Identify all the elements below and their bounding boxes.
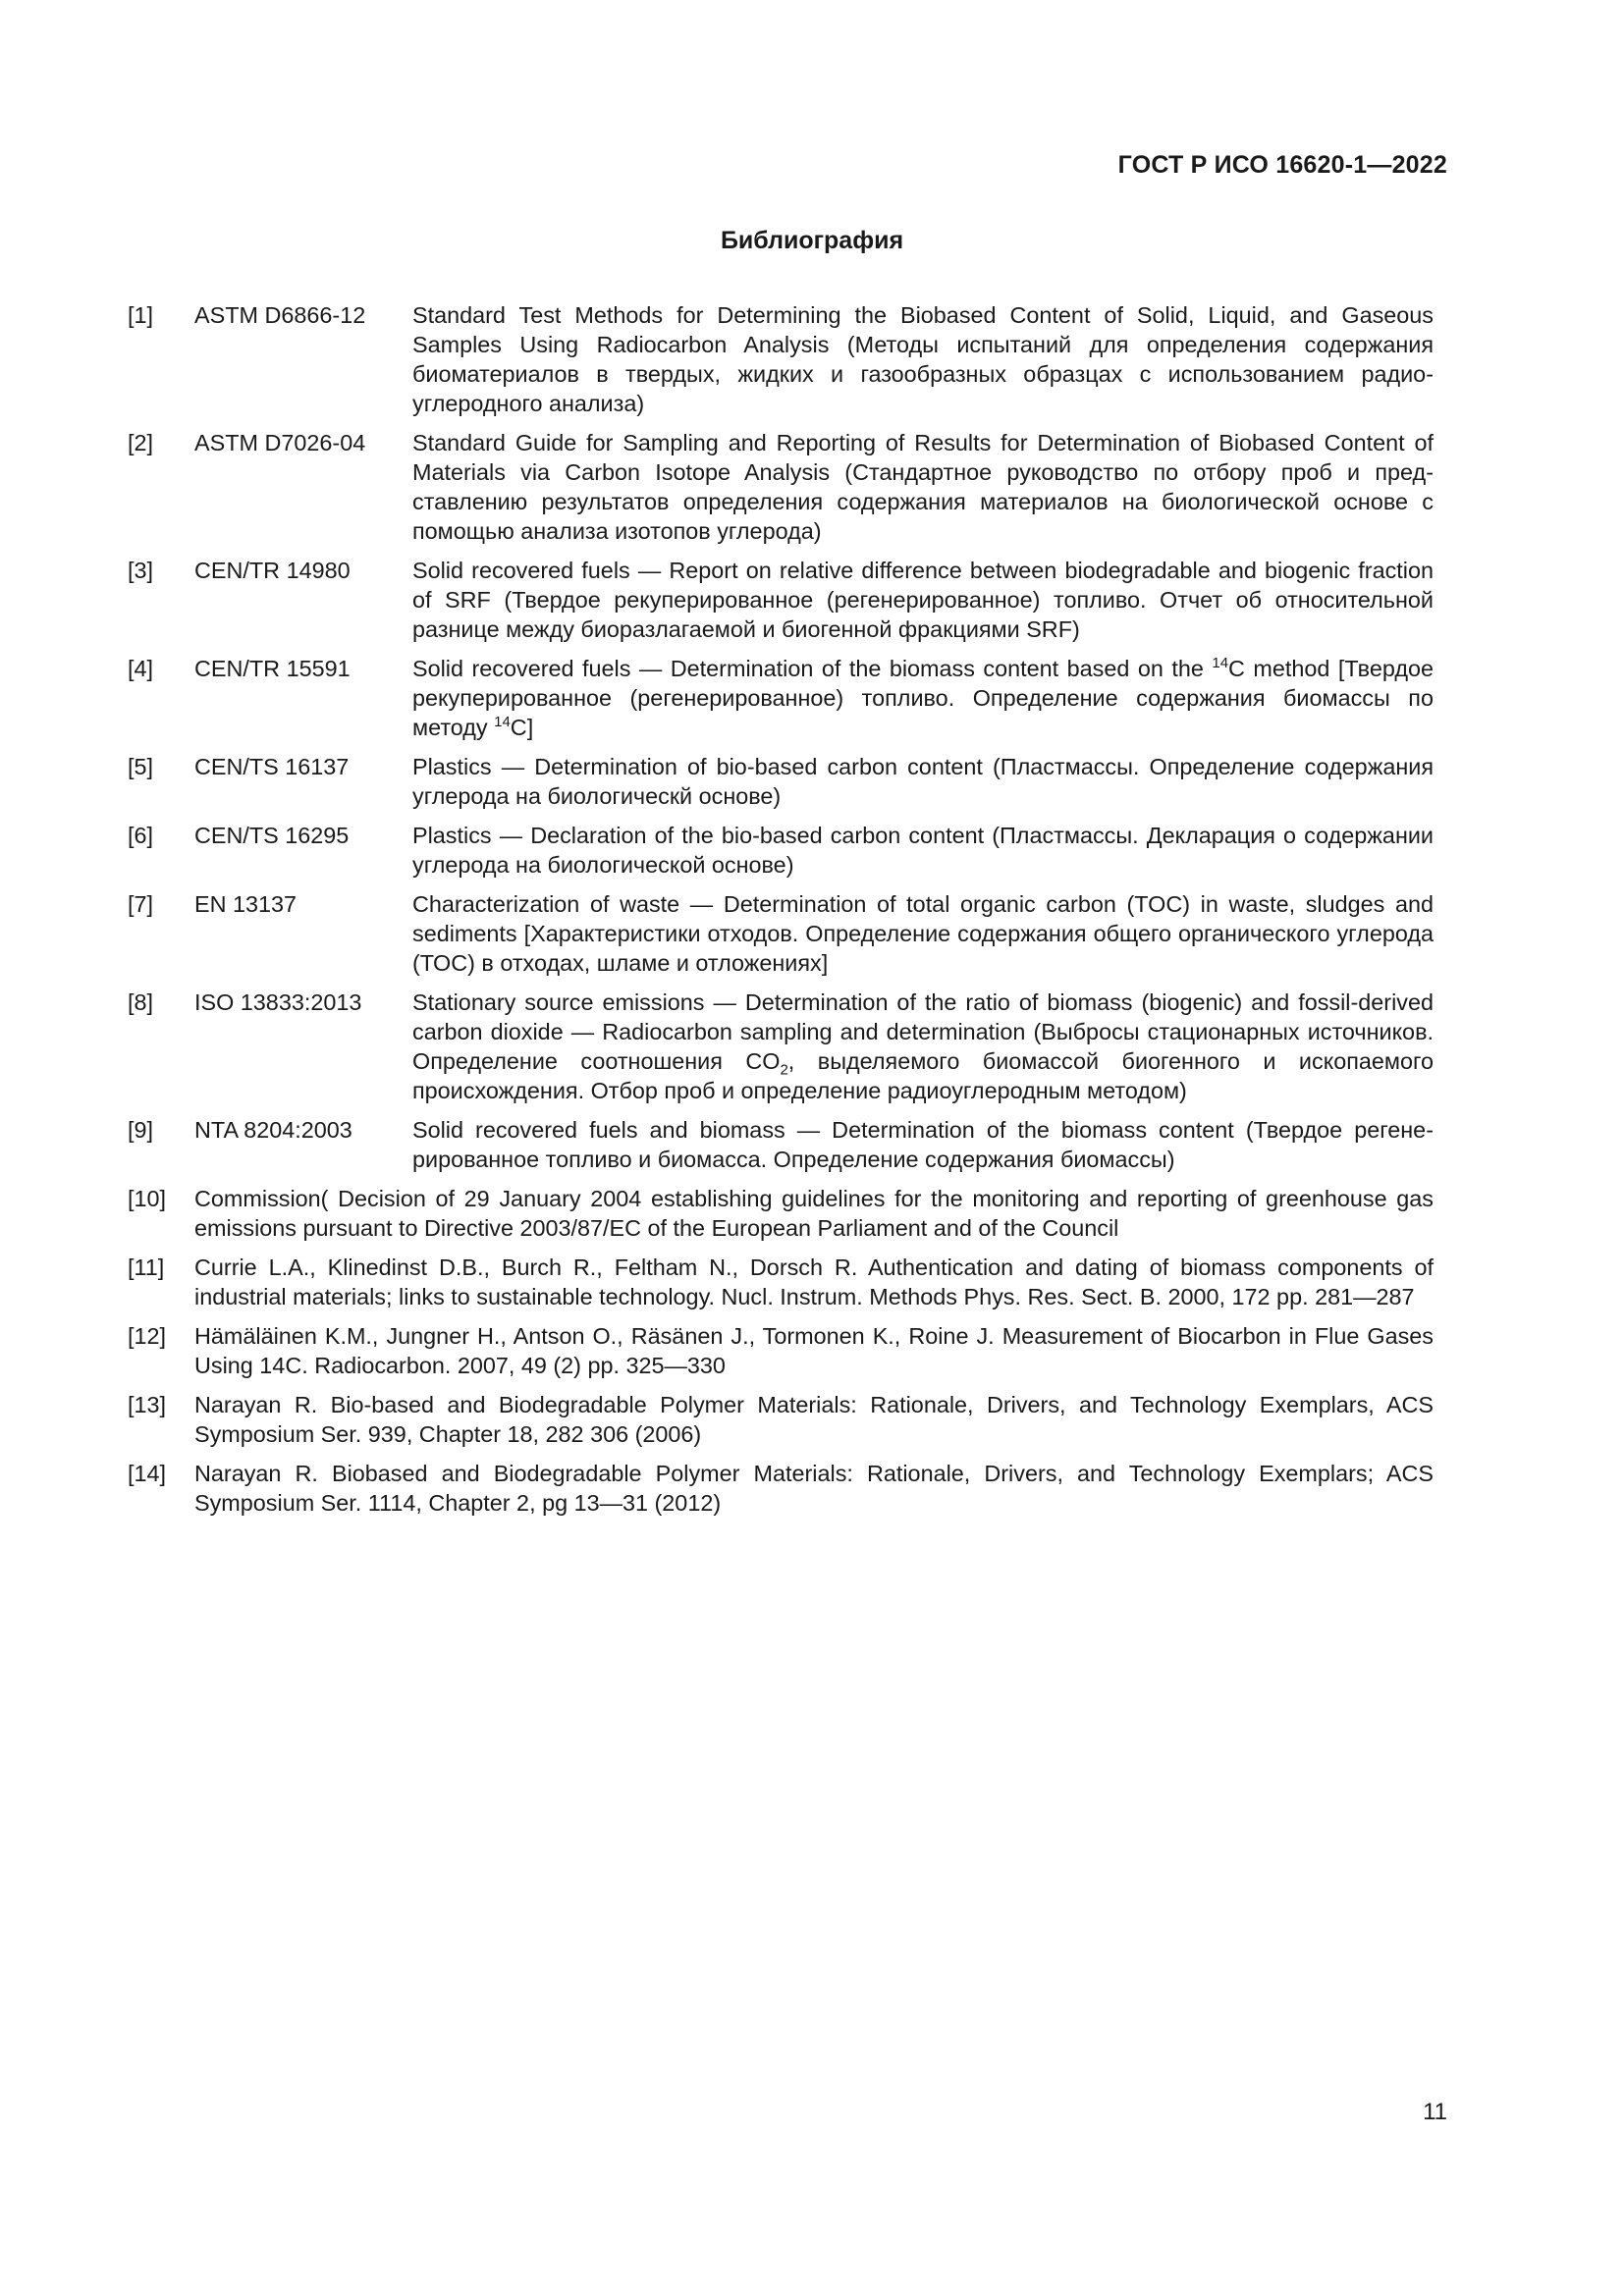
bibliography-entry-12 — [128, 1321, 1434, 1380]
entry-number: [10] — [128, 1186, 167, 1211]
entry-number: [3] — [128, 558, 154, 583]
entry-code: ISO 13833:2013 — [194, 989, 362, 1015]
bibliography-entry-7 — [128, 889, 1434, 978]
entry-code: ASTM D7026-04 — [194, 430, 366, 455]
bibliography-title: Библиография — [720, 227, 904, 254]
entry-text-part: C method [Твердое рекуперированное (регенерированное) топливо. Определение содержания биомассы по методу — [412, 656, 1434, 740]
bibliography-entry-5 — [128, 752, 1434, 811]
entry-text: Hämäläinen K.M., Jungner H., Antson O., Räsänen J., Tormonen K., Roine J. Measurement of Biocarbon in Flue Gases Using 14C. Radiocarbon. 2007, 49 (2) pp. 325—330 — [194, 1323, 1434, 1378]
entry-text-part: C] — [510, 715, 534, 740]
entry-number: [1] — [128, 302, 154, 328]
entry-text: Commission( Decision of 29 January 2004 establishing guidelines for the monitoring and reporting of greenhouse gas emissions pursuant to Directive 2003/87/EC of the European Parliament and of the Council — [194, 1186, 1434, 1241]
entry-code: ASTM D6866-12 — [194, 302, 366, 328]
entry-text: Solid recovered fuels — Report on relative difference between biodegradable and biogenic fraction of SRF (Твердое рекуперированное (регенерированное) топливо. Отчет об относительной разнице между биоразлагаемой и биогенной фракциями SRF) — [412, 558, 1434, 642]
entry-number: [2] — [128, 430, 154, 455]
entry-number: [12] — [128, 1323, 167, 1349]
bibliography-list — [128, 300, 1434, 1527]
entry-number: [5] — [128, 754, 154, 779]
entry-text: Standard Test Methods for Determining the Biobased Content of Solid, Liquid, and Gaseous Samples Using Radiocarbon Analysis (Методы испытаний для определения содержания биоматериалов в твердых, жидких и газообразных образцах с использованием радиоуглеродного анализа) — [412, 302, 1434, 416]
page-number: 11 — [1423, 2099, 1447, 2125]
document-code: ГОСТ Р ИСО 16620-1—2022 — [1117, 151, 1447, 179]
entry-number: [7] — [128, 891, 154, 917]
entry-text-part: , выделяемого биомассой биогенного и ископаемого происхождения. Отбор проб и определение радиоуглеродным методом) — [412, 1048, 1435, 1103]
entry-code: CEN/TR 14980 — [194, 558, 351, 583]
entry-number: [6] — [128, 823, 154, 848]
bibliography-entry-10 — [128, 1184, 1434, 1243]
bibliography-entry-3 — [128, 556, 1434, 644]
entry-text: Narayan R. Bio-based and Biodegradable Polymer Materials: Rationale, Drivers, and Technology Exemplars, ACS Symposium Ser. 939, Chapter 18, 282 306 (2006) — [194, 1392, 1434, 1447]
bibliography-entry-4 — [128, 654, 1434, 742]
entry-text-part: Solid recovered fuels — Determination of the biomass content based on the — [412, 656, 1213, 681]
entry-text — [412, 654, 1434, 742]
entry-text-part: Stationary source emissions — Determination of the ratio of biomass (biogenic) and fossil-derived carbon dioxide — Radiocarbon sampling and determination (Выбросы стационарных источников. Определение соотношения CO — [412, 989, 1434, 1074]
isotope-superscript: 14 — [494, 714, 511, 731]
entry-code: CEN/TS 16295 — [194, 823, 350, 848]
entry-code: NTA 8204:2003 — [194, 1117, 352, 1143]
entry-text: Narayan R. Biobased and Biodegradable Polymer Materials: Rationale, Drivers, and Technology Exemplars; ACS Symposium Ser. 1114, Chapter 2, pg 13—31 (2012) — [194, 1461, 1434, 1516]
bibliography-entry-9 — [128, 1115, 1434, 1174]
entry-number: [8] — [128, 989, 154, 1015]
entry-text: Solid recovered fuels and biomass — Determination of the biomass content (Твердое регенерированное топливо и биомасса. Определение содержания биомассы) — [412, 1117, 1434, 1172]
bibliography-entry-8 — [128, 988, 1434, 1105]
entry-number: [4] — [128, 656, 154, 681]
entry-text: Standard Guide for Sampling and Reporting of Results for Determination of Biobased Content of Materials via Carbon Isotope Analysis (Стандартное руководство по отбору проб и представлению результатов определения содержания материалов на биологической основе с помощью анализа изотопов углерода) — [412, 430, 1434, 544]
entry-text: Plastics — Declaration of the bio-based carbon content (Пластмассы. Декларация о содержании углерода на биологической основе) — [412, 823, 1434, 878]
entry-number: [9] — [128, 1117, 154, 1143]
entry-text: Plastics — Determination of bio-based carbon content (Пластмассы. Определение содержания углерода на биологическй основе) — [412, 754, 1434, 809]
entry-number: [11] — [128, 1255, 165, 1280]
bibliography-entry-2 — [128, 428, 1434, 546]
entry-code: CEN/TS 16137 — [194, 754, 350, 779]
entry-code: EN 13137 — [194, 891, 298, 917]
isotope-superscript: 14 — [1212, 655, 1229, 672]
bibliography-entry-1 — [128, 300, 1434, 418]
chemical-subscript: 2 — [780, 1061, 788, 1079]
entry-code: CEN/TR 15591 — [194, 656, 351, 681]
entry-text — [412, 988, 1434, 1105]
bibliography-entry-14 — [128, 1459, 1434, 1518]
bibliography-entry-6 — [128, 821, 1434, 880]
entry-number: [14] — [128, 1461, 167, 1486]
bibliography-entry-11 — [128, 1253, 1434, 1311]
entry-text: Characterization of waste — Determination of total organic carbon (TOC) in waste, sludges and sediments [Характеристики отходов. Определение содержания общего органического углерода (ТОС) в отходах, шламе и отложениях] — [412, 891, 1434, 976]
bibliography-entry-13 — [128, 1390, 1434, 1449]
entry-text: Currie L.A., Klinedinst D.B., Burch R., Feltham N., Dorsch R. Authentication and dating of biomass components of industrial materials; links to sustainable technology. Nucl. Instrum. Methods Phys. Res. Sect. B. 2000, 172 pp. 281—287 — [194, 1255, 1434, 1309]
entry-number: [13] — [128, 1392, 167, 1417]
